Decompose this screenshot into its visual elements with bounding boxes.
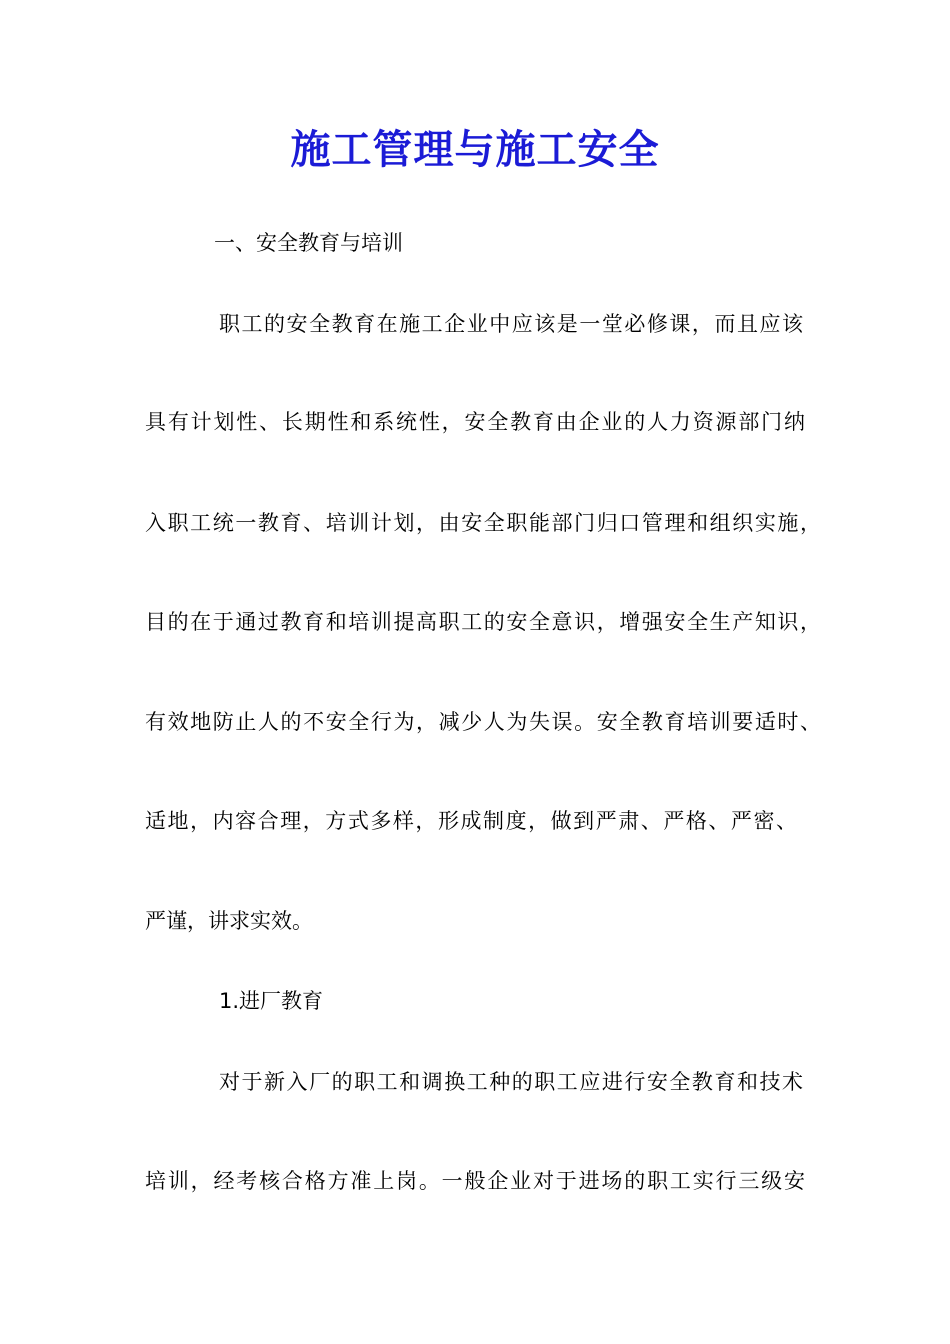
paragraph-line: 具有计划性、长期性和系统性，安全教育由企业的人力资源部门纳 — [145, 410, 805, 434]
paragraph-line: 目的在于通过教育和培训提高职工的安全意识，增强安全生产知识， — [145, 610, 821, 634]
paragraph-line: 有效地防止人的不安全行为，减少人为失误。安全教育培训要适时、 — [145, 710, 821, 734]
paragraph-line: 严谨，讲求实效。 — [145, 909, 313, 933]
document-title: 施工管理与施工安全 — [290, 126, 660, 173]
paragraph-line: 入职工统一教育、培训计划，由安全职能部门归口管理和组织实施， — [145, 511, 821, 535]
subheading: 1.进厂教育 — [219, 989, 324, 1013]
paragraph-line: 职工的安全教育在施工企业中应该是一堂必修课，而且应该 — [219, 312, 803, 336]
section-heading: 一、安全教育与培训 — [214, 231, 403, 255]
paragraph-line: 培训，经考核合格方准上岗。一般企业对于进场的职工实行三级安 — [145, 1169, 805, 1193]
paragraph-line: 适地，内容合理，方式多样，形成制度，做到严肃、严格、严密、 — [145, 809, 797, 833]
paragraph-line: 对于新入厂的职工和调换工种的职工应进行安全教育和技术 — [219, 1070, 803, 1094]
